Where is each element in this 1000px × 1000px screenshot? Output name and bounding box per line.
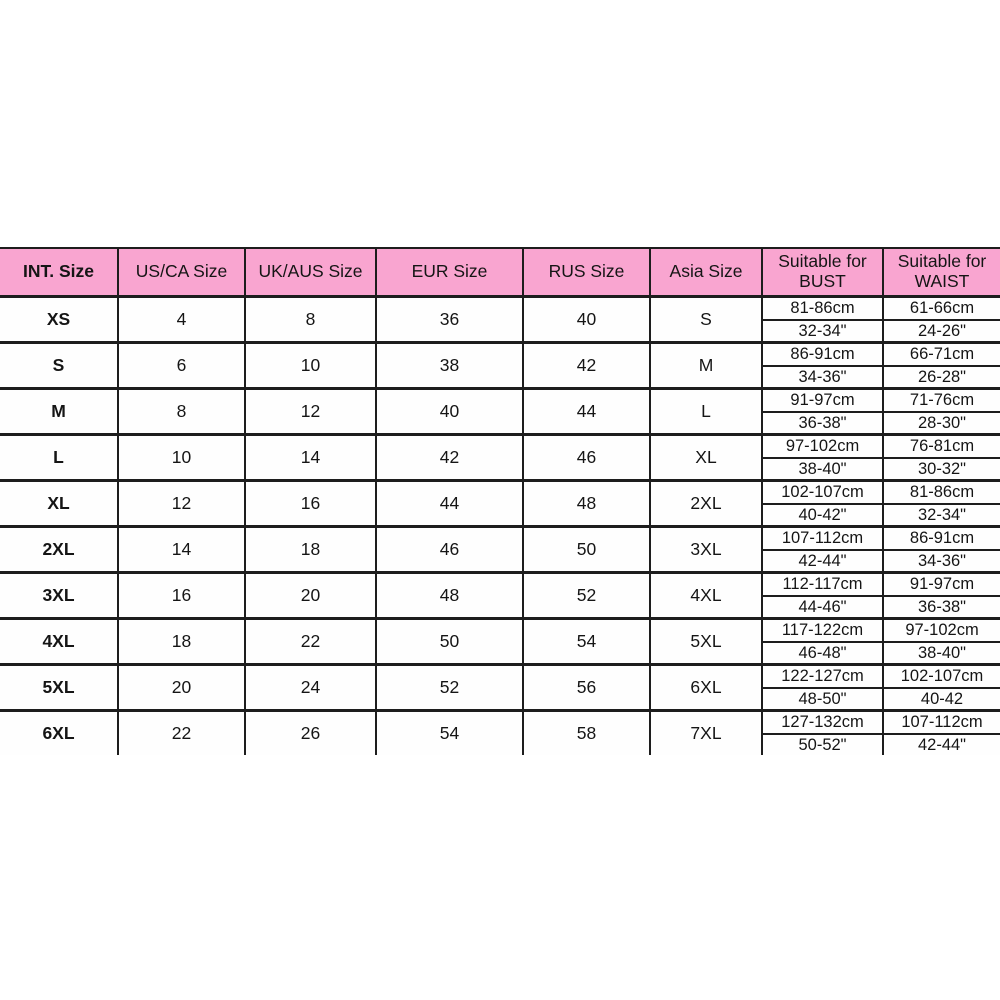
cell-uk-aus-size: 16 xyxy=(245,481,376,527)
cell-bust xyxy=(762,481,883,527)
waist-cm-value: 66-71cm xyxy=(884,344,1000,367)
cell-eur-size: 44 xyxy=(376,481,523,527)
cell-waist xyxy=(883,389,1000,435)
cell-eur-size: 40 xyxy=(376,389,523,435)
cell-bust xyxy=(762,619,883,665)
waist-cm-value: 81-86cm xyxy=(884,482,1000,505)
col-header-us-ca-size: US/CA Size xyxy=(118,248,245,297)
cell-rus-size: 44 xyxy=(523,389,650,435)
waist-cm-value: 76-81cm xyxy=(884,436,1000,459)
table-row xyxy=(0,435,1000,481)
waist-inches-value: 26-28" xyxy=(917,367,967,386)
cell-asia-size: XL xyxy=(650,435,762,481)
waist-inches-value: 34-36" xyxy=(917,551,967,570)
cell-bust xyxy=(762,711,883,756)
bust-inches-value: 44-46" xyxy=(798,597,847,616)
waist-inches-value: 28-30" xyxy=(917,413,967,432)
table-row xyxy=(0,297,1000,343)
bust-cm-value: 91-97cm xyxy=(763,390,882,413)
cell-int-size: 2XL xyxy=(0,527,118,573)
cell-us-ca-size: 8 xyxy=(118,389,245,435)
cell-uk-aus-size: 8 xyxy=(245,297,376,343)
col-header-eur-size: EUR Size xyxy=(376,248,523,297)
cell-int-size: XS xyxy=(0,297,118,343)
cell-eur-size: 36 xyxy=(376,297,523,343)
col-header-bust: Suitable for BUST xyxy=(762,248,883,297)
waist-cm-value: 71-76cm xyxy=(884,390,1000,413)
cell-bust xyxy=(762,435,883,481)
table-row xyxy=(0,389,1000,435)
cell-us-ca-size: 6 xyxy=(118,343,245,389)
table-row xyxy=(0,619,1000,665)
bust-inches-value: 34-36" xyxy=(798,367,847,386)
bust-cm-value: 107-112cm xyxy=(763,528,882,551)
cell-eur-size: 48 xyxy=(376,573,523,619)
bust-cm-value: 117-122cm xyxy=(763,620,882,643)
cell-asia-size: S xyxy=(650,297,762,343)
cell-int-size: 5XL xyxy=(0,665,118,711)
cell-asia-size: L xyxy=(650,389,762,435)
bust-cm-value: 102-107cm xyxy=(763,482,882,505)
waist-inches-value: 40-42 xyxy=(920,689,964,708)
bust-inches-value: 42-44" xyxy=(798,551,847,570)
header-row xyxy=(0,248,1000,297)
bust-cm-value: 81-86cm xyxy=(763,298,882,321)
cell-bust xyxy=(762,297,883,343)
cell-bust xyxy=(762,665,883,711)
table-row xyxy=(0,481,1000,527)
waist-inches-value: 24-26" xyxy=(917,321,967,340)
table-row xyxy=(0,527,1000,573)
bust-inches-value: 48-50" xyxy=(798,689,847,708)
waist-cm-value: 107-112cm xyxy=(884,712,1000,735)
waist-cm-value: 61-66cm xyxy=(884,298,1000,321)
cell-bust xyxy=(762,343,883,389)
table-row xyxy=(0,711,1000,756)
cell-bust xyxy=(762,527,883,573)
cell-rus-size: 58 xyxy=(523,711,650,756)
cell-uk-aus-size: 26 xyxy=(245,711,376,756)
bust-inches-value: 38-40" xyxy=(798,459,847,478)
cell-int-size: M xyxy=(0,389,118,435)
bust-cm-value: 122-127cm xyxy=(763,666,882,689)
cell-rus-size: 48 xyxy=(523,481,650,527)
cell-uk-aus-size: 20 xyxy=(245,573,376,619)
col-header-asia-size: Asia Size xyxy=(650,248,762,297)
size-table-body xyxy=(0,297,1000,756)
cell-us-ca-size: 4 xyxy=(118,297,245,343)
cell-int-size: L xyxy=(0,435,118,481)
waist-inches-value: 38-40" xyxy=(917,643,967,662)
cell-asia-size: 5XL xyxy=(650,619,762,665)
cell-us-ca-size: 20 xyxy=(118,665,245,711)
cell-eur-size: 46 xyxy=(376,527,523,573)
col-header-uk-aus-size: UK/AUS Size xyxy=(245,248,376,297)
size-table-header xyxy=(0,248,1000,297)
bust-cm-value: 127-132cm xyxy=(763,712,882,735)
bust-inches-value: 40-42" xyxy=(798,505,847,524)
cell-uk-aus-size: 24 xyxy=(245,665,376,711)
cell-waist xyxy=(883,343,1000,389)
bust-inches-value: 36-38" xyxy=(798,413,847,432)
cell-uk-aus-size: 18 xyxy=(245,527,376,573)
table-row xyxy=(0,665,1000,711)
cell-waist xyxy=(883,573,1000,619)
waist-cm-value: 86-91cm xyxy=(884,528,1000,551)
bust-inches-value: 32-34" xyxy=(798,321,847,340)
cell-asia-size: 7XL xyxy=(650,711,762,756)
cell-eur-size: 52 xyxy=(376,665,523,711)
cell-asia-size: 2XL xyxy=(650,481,762,527)
table-row xyxy=(0,343,1000,389)
cell-waist xyxy=(883,711,1000,756)
cell-rus-size: 46 xyxy=(523,435,650,481)
cell-uk-aus-size: 12 xyxy=(245,389,376,435)
col-header-rus-size: RUS Size xyxy=(523,248,650,297)
bust-cm-value: 86-91cm xyxy=(763,344,882,367)
cell-us-ca-size: 22 xyxy=(118,711,245,756)
bust-inches-value: 50-52" xyxy=(798,735,847,754)
cell-eur-size: 50 xyxy=(376,619,523,665)
cell-waist xyxy=(883,619,1000,665)
waist-cm-value: 102-107cm xyxy=(884,666,1000,689)
cell-us-ca-size: 18 xyxy=(118,619,245,665)
waist-cm-value: 91-97cm xyxy=(884,574,1000,597)
cell-asia-size: M xyxy=(650,343,762,389)
waist-inches-value: 32-34" xyxy=(917,505,967,524)
cell-rus-size: 40 xyxy=(523,297,650,343)
cell-asia-size: 3XL xyxy=(650,527,762,573)
cell-rus-size: 56 xyxy=(523,665,650,711)
bust-cm-value: 112-117cm xyxy=(763,574,882,597)
cell-bust xyxy=(762,573,883,619)
waist-inches-value: 42-44" xyxy=(917,735,967,754)
cell-eur-size: 54 xyxy=(376,711,523,756)
cell-uk-aus-size: 22 xyxy=(245,619,376,665)
waist-inches-value: 30-32" xyxy=(917,459,967,478)
waist-inches-value: 36-38" xyxy=(917,597,967,616)
cell-rus-size: 52 xyxy=(523,573,650,619)
cell-uk-aus-size: 10 xyxy=(245,343,376,389)
cell-rus-size: 50 xyxy=(523,527,650,573)
waist-cm-value: 97-102cm xyxy=(884,620,1000,643)
cell-us-ca-size: 12 xyxy=(118,481,245,527)
size-chart-table xyxy=(0,247,1000,755)
cell-waist xyxy=(883,435,1000,481)
bust-cm-value: 97-102cm xyxy=(763,436,882,459)
cell-waist xyxy=(883,527,1000,573)
cell-rus-size: 54 xyxy=(523,619,650,665)
cell-int-size: XL xyxy=(0,481,118,527)
size-chart-container xyxy=(0,247,1000,755)
col-header-waist: Suitable for WAIST xyxy=(883,248,1000,297)
cell-us-ca-size: 14 xyxy=(118,527,245,573)
cell-int-size: 6XL xyxy=(0,711,118,756)
cell-eur-size: 38 xyxy=(376,343,523,389)
cell-asia-size: 4XL xyxy=(650,573,762,619)
cell-rus-size: 42 xyxy=(523,343,650,389)
bust-inches-value: 46-48" xyxy=(798,643,847,662)
table-row xyxy=(0,573,1000,619)
cell-waist xyxy=(883,665,1000,711)
cell-uk-aus-size: 14 xyxy=(245,435,376,481)
cell-int-size: 3XL xyxy=(0,573,118,619)
cell-us-ca-size: 16 xyxy=(118,573,245,619)
col-header-int-size: INT. Size xyxy=(0,248,118,297)
cell-int-size: 4XL xyxy=(0,619,118,665)
cell-int-size: S xyxy=(0,343,118,389)
cell-bust xyxy=(762,389,883,435)
cell-us-ca-size: 10 xyxy=(118,435,245,481)
cell-waist xyxy=(883,481,1000,527)
cell-eur-size: 42 xyxy=(376,435,523,481)
cell-asia-size: 6XL xyxy=(650,665,762,711)
cell-waist xyxy=(883,297,1000,343)
